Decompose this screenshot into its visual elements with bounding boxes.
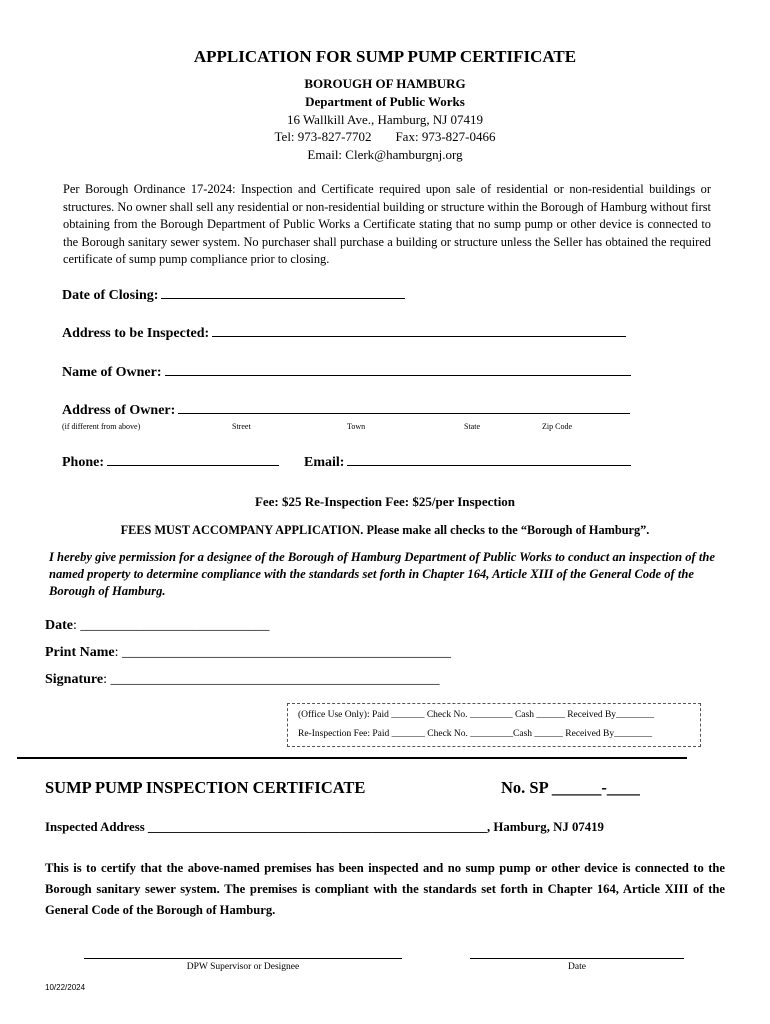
certification-text: This is to certify that the above-named premises has been inspected and no sump pump or other device is connected to the Borough sanitary sewer system. The premises is compliant with the standards set forth in Chapter 164, Article XIII of the General Code of the Borough of Hamburg.	[45, 861, 725, 917]
contact-phone-fax	[0, 129, 770, 145]
address-inspected-label: Address to be Inspected:	[62, 326, 210, 341]
certificate-date-caption: Date	[568, 962, 586, 972]
address-inspected-line[interactable]	[212, 335, 626, 337]
signature-line[interactable]: : _______________________________________________	[103, 672, 440, 687]
ordinance-paragraph: Per Borough Ordinance 17-2024: Inspection and Certificate required upon sale of residential or non-residential buildings or structures. No owner shall sell any residential or non-residential building or structure within the Borough of Hamburg without first obtaining from the Borough Department of Public Works a Certificate stating that no sump pump or other device is connected to the Borough sanitary sewer system. No purchaser shall purchase a building or structure unless the Seller has obtained the required certificate of sump pump compliance prior to closing.	[63, 182, 711, 267]
date-of-closing-field[interactable]	[62, 288, 405, 304]
owner-state-caption: State	[464, 422, 480, 431]
phone-label: Phone:	[62, 455, 104, 470]
office-use-row: (Office Use Only): Paid _______ Check No. _________ Cash ______ Received By________	[298, 710, 655, 720]
page-title: APPLICATION FOR SUMP PUMP CERTIFICATE	[193, 47, 577, 66]
reinspection-row: Re-Inspection Fee: Paid _______ Check No. _________Cash ______ Received By________	[298, 729, 653, 739]
owner-zip-caption: Zip Code	[542, 422, 572, 431]
office-use-box	[287, 703, 701, 747]
name-of-owner-line[interactable]	[165, 374, 631, 376]
owner-note: (if different from above)	[62, 422, 141, 431]
address-of-owner-field[interactable]	[62, 403, 630, 419]
address-inspected-field[interactable]	[62, 326, 626, 342]
supervisor-caption: DPW Supervisor or Designee	[186, 962, 300, 972]
owner-town-caption: Town	[347, 422, 366, 431]
fax-text: Fax: 973-827-0466	[395, 129, 496, 144]
date-of-closing-line[interactable]	[161, 297, 405, 299]
fee-line: Fee: $25 Re-Inspection Fee: $25/per Inspection	[254, 494, 516, 509]
name-of-owner-label: Name of Owner:	[62, 365, 162, 380]
email-field[interactable]	[304, 455, 631, 471]
applicant-date-line[interactable]: : ___________________________	[73, 618, 270, 633]
print-name-field[interactable]	[45, 645, 451, 661]
section-divider	[17, 757, 687, 759]
address-of-owner-label: Address of Owner:	[62, 403, 176, 418]
phone-field[interactable]	[62, 455, 279, 471]
certificate-number: No. SP ______-____	[501, 778, 640, 797]
owner-street-caption: Street	[232, 422, 251, 431]
borough-name: BOROUGH OF HAMBURG	[304, 76, 466, 91]
print-name-line[interactable]: : _______________________________________________	[114, 645, 451, 660]
department-address: 16 Wallkill Ave., Hamburg, NJ 07419	[286, 112, 484, 127]
certificate-title: SUMP PUMP INSPECTION CERTIFICATE	[45, 778, 366, 797]
applicant-date-label: Date	[45, 618, 73, 633]
tel-text: Tel: 973-827-7702	[274, 129, 372, 144]
department-name: Department of Public Works	[305, 94, 465, 109]
name-of-owner-field[interactable]	[62, 365, 631, 381]
signature-label: Signature	[45, 672, 104, 687]
address-of-owner-line[interactable]	[178, 412, 630, 414]
supervisor-signature-line[interactable]	[84, 958, 402, 959]
contact-email: Email: Clerk@hamburgnj.org	[307, 147, 463, 162]
signature-field[interactable]	[45, 672, 439, 688]
applicant-date-field[interactable]	[45, 618, 269, 634]
inspected-address-line: Inspected Address _____________________________________________________, Hamburg, NJ 07419	[45, 820, 604, 834]
revision-date: 10/22/2024	[45, 983, 86, 992]
phone-line[interactable]	[107, 464, 279, 466]
print-name-label: Print Name	[45, 645, 115, 660]
permission-paragraph: I hereby give permission for a designee of the Borough of Hamburg Department of Public Works to conduct an inspection of the named property to determine compliance with the standards set forth in Chapter 164, Article XIII of the General Code of the Borough of Hamburg.	[49, 550, 715, 598]
date-of-closing-label: Date of Closing:	[62, 288, 159, 303]
fees-must-accompany: FEES MUST ACCOMPANY APPLICATION. Please make all checks to the “Borough of Hamburg”.	[120, 523, 650, 537]
email-label: Email:	[304, 455, 345, 470]
email-line[interactable]	[347, 464, 631, 466]
certificate-date-line[interactable]	[470, 958, 684, 959]
